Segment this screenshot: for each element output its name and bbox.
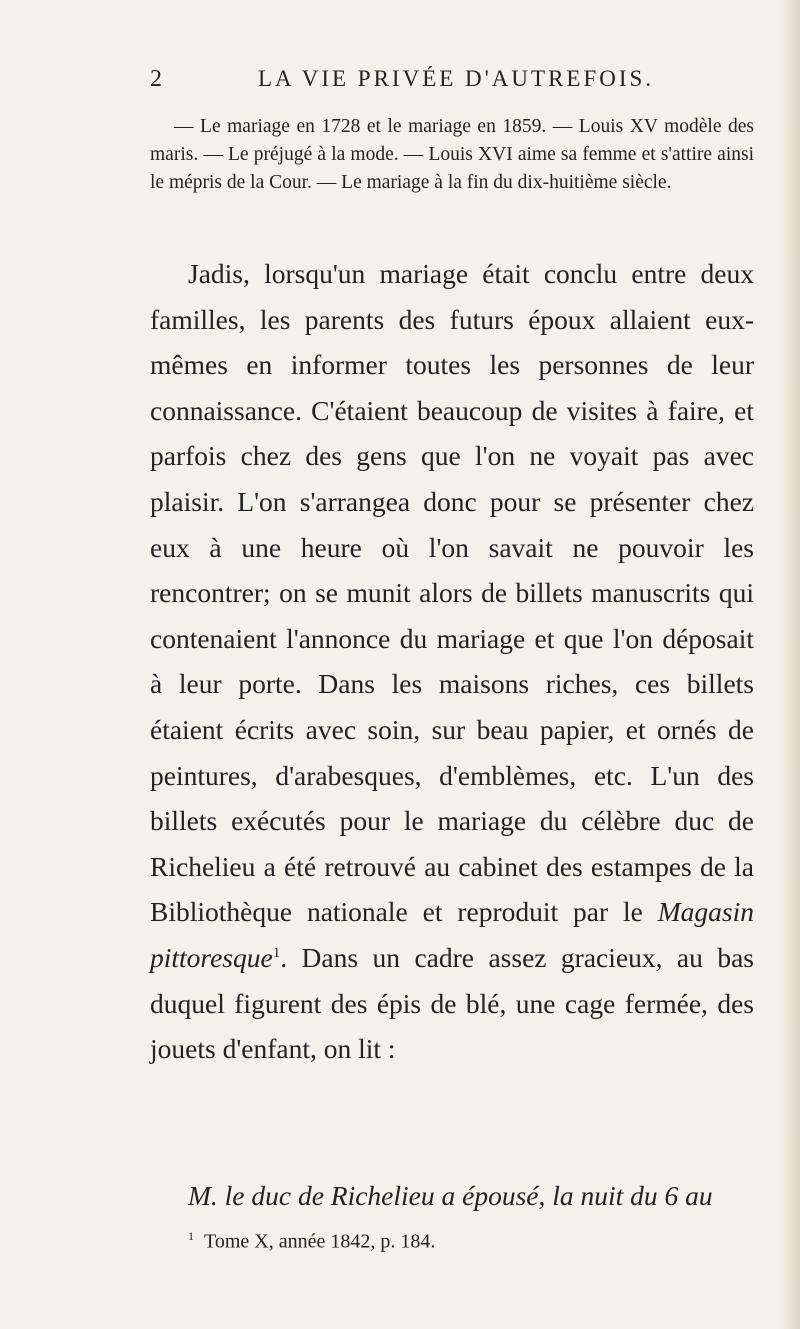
body-text-part-2: . Dans un cadre assez gracieux, au bas duquel figurent des épis de blé, une cage fermée, des jouets d'enfant, on lit : <box>150 941 754 1065</box>
running-head: LA VIE PRIVÉE D'AUTREFOIS. <box>258 66 655 91</box>
body-paragraph <box>150 251 754 1072</box>
page-number: 2 <box>150 66 162 92</box>
footnote-reference: 1 <box>272 944 281 961</box>
chapter-summary: — Le mariage en 1728 et le mariage en 1859. — Louis XV modèle des maris. — Le préjugé à la mode. — Louis XVI aime sa femme et s'attire ainsi le mépris de la Cour. — Le mariage à la fin du dix-huitième siècle. <box>150 116 754 193</box>
footnote <box>188 1229 754 1254</box>
page-header <box>0 66 800 96</box>
quoted-announcement: M. le duc de Richelieu a épousé, la nuit du 6 au <box>188 1180 713 1211</box>
body-text-part-1: Jadis, lorsqu'un mariage était conclu entre deux familles, les parents des futurs époux allaient eux-mêmes en informer toutes les personnes de leur connaissance. C'étaient beaucoup de visites à faire, et parfois chez des gens que l'on ne voyait pas avec plaisir. L'on s'arrangea donc pour se présenter chez eux à une heure où l'on savait ne pouvoir les rencontrer; on se munit alors de billets manuscrits qui contenaient l'annonce du mariage et que l'on déposait à leur porte. Dans les maisons riches, ces billets étaient écrits avec soin, sur beau papier, et ornés de peintures, d'arabesques, d'emblèmes, etc. L'un des billets exécutés pour le mariage du célèbre duc de Richelieu a été retrouvé au cabinet des estampes de la Bibliothèque nationale et reproduit par le <box>150 258 754 928</box>
footnote-marker: 1 <box>188 1229 194 1243</box>
page-edge <box>778 0 800 1329</box>
magazine-title: Magasin pittoresque <box>150 896 754 973</box>
footnote-text: Tome X, année 1842, p. 184. <box>204 1230 436 1253</box>
